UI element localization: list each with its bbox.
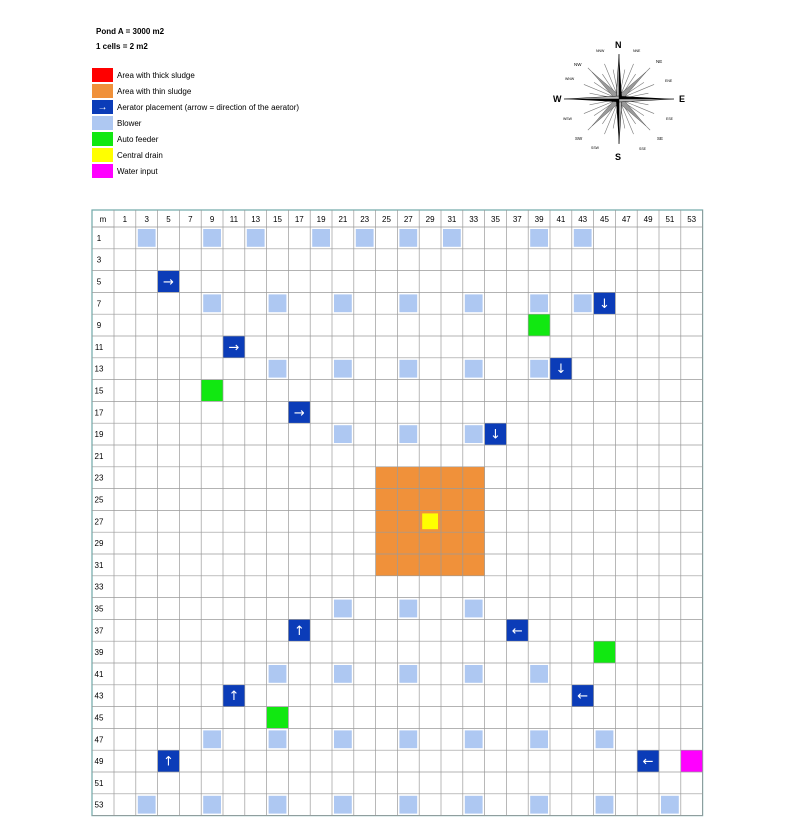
row-label: 49 [94, 757, 104, 767]
col-label: 7 [188, 215, 193, 224]
col-label: 25 [382, 215, 391, 224]
row-label: 3 [96, 255, 102, 265]
compass-wsw-label: WSW [563, 117, 572, 121]
blower-cell [334, 294, 352, 312]
blower-cell [596, 796, 614, 814]
col-label: 19 [316, 215, 326, 224]
aerator-arrow-icon: → [92, 100, 113, 114]
grid-corner-label: m [99, 215, 107, 224]
blower-cell [530, 294, 548, 312]
thin-sludge-cell [463, 554, 485, 576]
blower-cell [530, 360, 548, 378]
thin-sludge-cell [463, 532, 485, 554]
blower-cell [203, 796, 221, 814]
row-label: 11 [94, 342, 104, 352]
row-label: 5 [96, 277, 102, 287]
thin-sludge-cell [463, 489, 485, 511]
water-input-cell [681, 750, 703, 772]
row-label: 33 [94, 582, 104, 592]
legend-label: Area with thin sludge [117, 86, 192, 96]
row-label: 37 [94, 626, 104, 636]
thin-sludge-cell [397, 532, 419, 554]
compass-wnw-label: WNW [565, 77, 575, 81]
blower-cell [334, 796, 352, 814]
thin-sludge-cell [419, 467, 441, 489]
col-label: 31 [447, 215, 457, 224]
row-label: 41 [94, 669, 104, 679]
auto-feeder-cell [594, 641, 616, 663]
row-label: 7 [96, 299, 102, 309]
col-label: 35 [491, 215, 500, 224]
row-label: 29 [94, 539, 104, 549]
compass-nnw-label: NNW [596, 49, 605, 53]
blower-cell [465, 665, 483, 683]
compass-sw-label: SW [575, 136, 583, 141]
blower-cell [138, 229, 156, 247]
row-label: 27 [94, 517, 104, 527]
thin-sludge-cell [419, 489, 441, 511]
blower-cell [530, 229, 548, 247]
row-label: 9 [96, 321, 102, 331]
thin-sludge-cell [376, 554, 398, 576]
blower-cell [530, 665, 548, 683]
col-label: 53 [687, 215, 697, 224]
col-label: 37 [512, 215, 522, 224]
blower-cell [465, 425, 483, 443]
blower-cell [574, 229, 592, 247]
row-label: 47 [94, 735, 104, 745]
row-label: 39 [94, 648, 104, 658]
blower-cell [247, 229, 265, 247]
blower-cell [138, 796, 156, 814]
blower-cell [334, 600, 352, 618]
compass-nw-label: NW [574, 62, 582, 67]
auto-feeder-cell [267, 707, 289, 729]
blower-cell [269, 294, 287, 312]
thin-sludge-cell [419, 554, 441, 576]
compass-ssw-label: SSW [591, 146, 599, 150]
blower-cell [399, 425, 417, 443]
thin-sludge-cell [441, 510, 463, 532]
blower-cell [661, 796, 679, 814]
blower-cell [203, 229, 221, 247]
col-label: 27 [403, 215, 413, 224]
blower-cell [399, 229, 417, 247]
row-label: 25 [94, 495, 104, 505]
aerator-arrow-icon: ↓ [555, 362, 567, 378]
legend-label: Area with thick sludge [117, 70, 195, 80]
col-label: 15 [273, 215, 282, 224]
compass-sse-label: SSE [639, 147, 647, 151]
blower-cell [465, 796, 483, 814]
blower-cell [399, 665, 417, 683]
aerator-arrow-icon: ↑ [228, 689, 240, 705]
thin-sludge-cell [376, 532, 398, 554]
thin-sludge-cell [419, 532, 441, 554]
blower-cell [596, 730, 614, 748]
blower-cell [465, 730, 483, 748]
blower-cell [334, 425, 352, 443]
blower-cell [312, 229, 330, 247]
thin-sludge-cell [463, 467, 485, 489]
compass-ese-label: ESE [666, 117, 674, 121]
blower-cell [443, 229, 461, 247]
blower-cell [203, 730, 221, 748]
col-label: 1 [122, 215, 128, 224]
col-label: 39 [534, 215, 544, 224]
row-label: 23 [94, 473, 104, 483]
row-label: 53 [94, 800, 104, 810]
col-label: 23 [360, 215, 370, 224]
blower-cell [465, 600, 483, 618]
thin-sludge-cell [397, 554, 419, 576]
compass-nne-label: NNE [633, 49, 641, 53]
blower-cell [530, 796, 548, 814]
aerator-arrow-icon: ↓ [490, 427, 501, 443]
blower-cell [269, 796, 287, 814]
blower-cell [465, 294, 483, 312]
blower-cell [269, 730, 287, 748]
blower-cell [334, 360, 352, 378]
thin-sludge-cell [376, 489, 398, 511]
compass-ene-label: ENE [665, 79, 673, 83]
aerator-arrow-icon: ← [511, 623, 523, 639]
blower-cell [269, 665, 287, 683]
row-label: 17 [94, 408, 104, 418]
compass-w-label: W [553, 94, 562, 104]
aerator-arrow-icon: ↑ [293, 623, 305, 639]
aerator-arrow-icon: ← [577, 689, 589, 705]
col-label: 3 [144, 215, 149, 224]
col-label: 41 [556, 215, 566, 224]
thin-sludge-cell [441, 467, 463, 489]
thin-sludge-cell [397, 467, 419, 489]
thin-sludge-cell [397, 510, 419, 532]
thin-sludge-cell [463, 510, 485, 532]
legend-label: Water input [117, 166, 158, 176]
pond-area-label: Pond A = 3000 m2 [96, 27, 165, 36]
row-label: 19 [94, 430, 104, 440]
blower-cell [465, 360, 483, 378]
legend-label: Blower [117, 118, 142, 128]
aerator-arrow-icon: → [293, 405, 305, 421]
row-label: 1 [96, 233, 102, 243]
legend-label: Auto feeder [117, 134, 159, 144]
auto-feeder-cell [528, 314, 550, 336]
compass-e-label: E [679, 94, 686, 104]
compass-n-label: N [615, 40, 622, 50]
compass-s-label: S [615, 152, 622, 162]
row-label: 13 [94, 364, 104, 374]
aerator-arrow-icon: ↑ [163, 754, 174, 770]
thin-sludge-cell [397, 489, 419, 511]
row-label: 35 [94, 604, 104, 614]
row-label: 45 [94, 713, 104, 723]
col-label: 29 [425, 215, 435, 224]
central-drain-cell [422, 513, 438, 529]
aerator-arrow-icon: ← [642, 754, 654, 770]
compass-se-label: SE [657, 136, 664, 141]
blower-cell [356, 229, 374, 247]
blower-cell [399, 730, 417, 748]
col-label: 51 [665, 215, 675, 224]
col-label: 33 [469, 215, 479, 224]
col-label: 17 [294, 215, 304, 224]
auto-feeder-cell [201, 380, 223, 402]
row-label: 31 [94, 560, 104, 570]
legend-label: Central drain [117, 150, 163, 160]
blower-cell [399, 360, 417, 378]
col-label: 9 [209, 215, 215, 224]
col-label: 5 [166, 215, 171, 224]
blower-cell [399, 294, 417, 312]
col-label: 11 [229, 215, 239, 224]
row-label: 51 [94, 778, 104, 788]
col-label: 45 [600, 215, 609, 224]
blower-cell [399, 796, 417, 814]
blower-cell [269, 360, 287, 378]
aerator-arrow-icon: → [228, 340, 240, 356]
aerator-arrow-icon: → [163, 275, 174, 290]
col-label: 21 [338, 215, 348, 224]
thin-sludge-cell [441, 532, 463, 554]
row-label: 15 [94, 386, 104, 396]
thin-sludge-cell [376, 467, 398, 489]
blower-cell [334, 665, 352, 683]
blower-cell [574, 294, 592, 312]
thin-sludge-cell [441, 489, 463, 511]
blower-cell [530, 730, 548, 748]
blower-cell [399, 600, 417, 618]
row-label: 43 [94, 691, 104, 701]
col-label: 49 [643, 215, 653, 224]
blower-cell [203, 294, 221, 312]
cell-size-label: 1 cells = 2 m2 [96, 42, 148, 51]
compass-ne-label: NE [656, 59, 663, 64]
col-label: 43 [578, 215, 588, 224]
blower-cell [334, 730, 352, 748]
thin-sludge-cell [376, 510, 398, 532]
col-label: 13 [251, 215, 261, 224]
col-label: 47 [621, 215, 631, 224]
aerator-arrow-icon: ↓ [599, 296, 610, 312]
legend-label: Aerator placement (arrow = direction of the aerator) [117, 102, 300, 112]
thin-sludge-cell [441, 554, 463, 576]
row-label: 21 [94, 451, 104, 461]
